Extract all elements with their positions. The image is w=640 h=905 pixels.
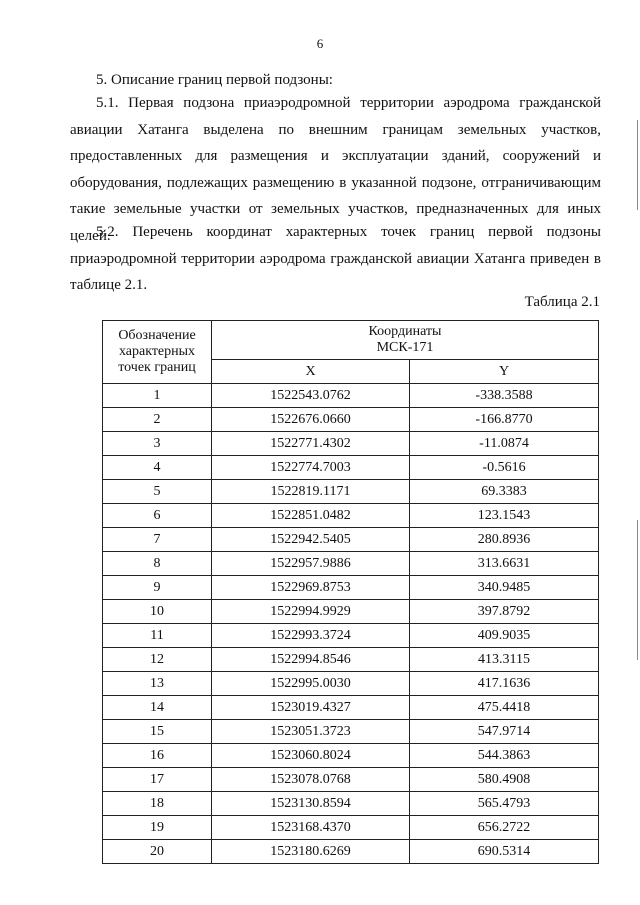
coordinates-table bbox=[102, 320, 599, 864]
header-coordinates-system: МСК-171 bbox=[376, 340, 434, 355]
table-row bbox=[103, 840, 599, 864]
cell-point-number: 17 bbox=[103, 768, 212, 792]
cell-y: 547.9714 bbox=[410, 720, 599, 744]
cell-x: 1523168.4370 bbox=[212, 816, 410, 840]
cell-point-number: 20 bbox=[103, 840, 212, 864]
paragraph-5-1: 5.1. Первая подзона приаэродромной территории аэродрома гражданской авиации Хатанга выделена по внешним границам земельных участков, предоставленных для размещения и эксплуатации зданий, сооружений и оборудования, подлежащих размещению в указанной подзоне, отграничивающим такие земельные участки от земельных участков, предназначенных для иных целей. bbox=[70, 95, 601, 244]
cell-y: 409.9035 bbox=[410, 624, 599, 648]
cell-point-number: 10 bbox=[103, 600, 212, 624]
table-row bbox=[103, 600, 599, 624]
cell-y: 475.4418 bbox=[410, 696, 599, 720]
table-row bbox=[103, 792, 599, 816]
table-row bbox=[103, 696, 599, 720]
cell-y: 313.6631 bbox=[410, 552, 599, 576]
table-row bbox=[103, 744, 599, 768]
cell-y: 656.2722 bbox=[410, 816, 599, 840]
header-coordinates-title: Координаты bbox=[368, 324, 442, 339]
cell-x: 1522969.8753 bbox=[212, 576, 410, 600]
cell-y: 397.8792 bbox=[410, 600, 599, 624]
table-row bbox=[103, 408, 599, 432]
cell-point-number: 8 bbox=[103, 552, 212, 576]
cell-point-number: 18 bbox=[103, 792, 212, 816]
cell-x: 1522771.4302 bbox=[212, 432, 410, 456]
cell-y: -11.0874 bbox=[410, 432, 599, 456]
cell-x: 1523130.8594 bbox=[212, 792, 410, 816]
header-y: Y bbox=[410, 360, 599, 384]
cell-x: 1522942.5405 bbox=[212, 528, 410, 552]
table-row bbox=[103, 384, 599, 408]
cell-y: -0.5616 bbox=[410, 456, 599, 480]
section-heading: 5. Описание границ первой подзоны: bbox=[96, 72, 333, 88]
cell-point-number: 4 bbox=[103, 456, 212, 480]
cell-x: 1522994.8546 bbox=[212, 648, 410, 672]
scan-edge-mark bbox=[637, 520, 638, 660]
cell-x: 1523060.8024 bbox=[212, 744, 410, 768]
cell-point-number: 1 bbox=[103, 384, 212, 408]
cell-x: 1523180.6269 bbox=[212, 840, 410, 864]
cell-y: 69.3383 bbox=[410, 480, 599, 504]
cell-x: 1522676.0660 bbox=[212, 408, 410, 432]
table-row bbox=[103, 432, 599, 456]
cell-point-number: 6 bbox=[103, 504, 212, 528]
cell-y: 417.1636 bbox=[410, 672, 599, 696]
header-x: X bbox=[212, 360, 410, 384]
cell-x: 1522994.9929 bbox=[212, 600, 410, 624]
table-row bbox=[103, 624, 599, 648]
cell-point-number: 2 bbox=[103, 408, 212, 432]
cell-point-number: 14 bbox=[103, 696, 212, 720]
table-row bbox=[103, 672, 599, 696]
cell-point-number: 15 bbox=[103, 720, 212, 744]
table-row bbox=[103, 816, 599, 840]
cell-x: 1522995.0030 bbox=[212, 672, 410, 696]
cell-y: 565.4793 bbox=[410, 792, 599, 816]
page-number: 6 bbox=[316, 36, 324, 51]
cell-x: 1523051.3723 bbox=[212, 720, 410, 744]
cell-point-number: 3 bbox=[103, 432, 212, 456]
cell-point-number: 11 bbox=[103, 624, 212, 648]
cell-y: 580.4908 bbox=[410, 768, 599, 792]
cell-y: 413.3115 bbox=[410, 648, 599, 672]
cell-point-number: 12 bbox=[103, 648, 212, 672]
header-coordinates bbox=[212, 321, 599, 360]
cell-point-number: 9 bbox=[103, 576, 212, 600]
table-row bbox=[103, 720, 599, 744]
cell-point-number: 19 bbox=[103, 816, 212, 840]
cell-y: 544.3863 bbox=[410, 744, 599, 768]
cell-y: 280.8936 bbox=[410, 528, 599, 552]
table-row bbox=[103, 528, 599, 552]
cell-y: 340.9485 bbox=[410, 576, 599, 600]
cell-y: -338.3588 bbox=[410, 384, 599, 408]
cell-point-number: 5 bbox=[103, 480, 212, 504]
cell-x: 1523078.0768 bbox=[212, 768, 410, 792]
cell-x: 1522957.9886 bbox=[212, 552, 410, 576]
cell-x: 1522819.1171 bbox=[212, 480, 410, 504]
cell-x: 1522774.7003 bbox=[212, 456, 410, 480]
table-row bbox=[103, 456, 599, 480]
cell-y: 123.1543 bbox=[410, 504, 599, 528]
header-point-designation: Обозначение характерных точек границ bbox=[103, 321, 212, 384]
table-row bbox=[103, 768, 599, 792]
table-header-row bbox=[103, 321, 599, 360]
table-row bbox=[103, 552, 599, 576]
table-row bbox=[103, 576, 599, 600]
paragraph-5-2: 5.2. Перечень координат характерных точек границ первой подзоны приаэродромной территории аэродрома гражданской авиации Хатанга приведен в таблице 2.1. bbox=[70, 224, 601, 293]
cell-y: 690.5314 bbox=[410, 840, 599, 864]
cell-x: 1522993.3724 bbox=[212, 624, 410, 648]
cell-point-number: 16 bbox=[103, 744, 212, 768]
cell-point-number: 7 bbox=[103, 528, 212, 552]
table-row bbox=[103, 504, 599, 528]
cell-point-number: 13 bbox=[103, 672, 212, 696]
cell-y: -166.8770 bbox=[410, 408, 599, 432]
table-body bbox=[103, 384, 599, 864]
scan-edge-mark bbox=[637, 120, 638, 210]
cell-x: 1522851.0482 bbox=[212, 504, 410, 528]
table-caption: Таблица 2.1 bbox=[524, 294, 600, 310]
table-row bbox=[103, 480, 599, 504]
cell-x: 1522543.0762 bbox=[212, 384, 410, 408]
cell-x: 1523019.4327 bbox=[212, 696, 410, 720]
table-row bbox=[103, 648, 599, 672]
